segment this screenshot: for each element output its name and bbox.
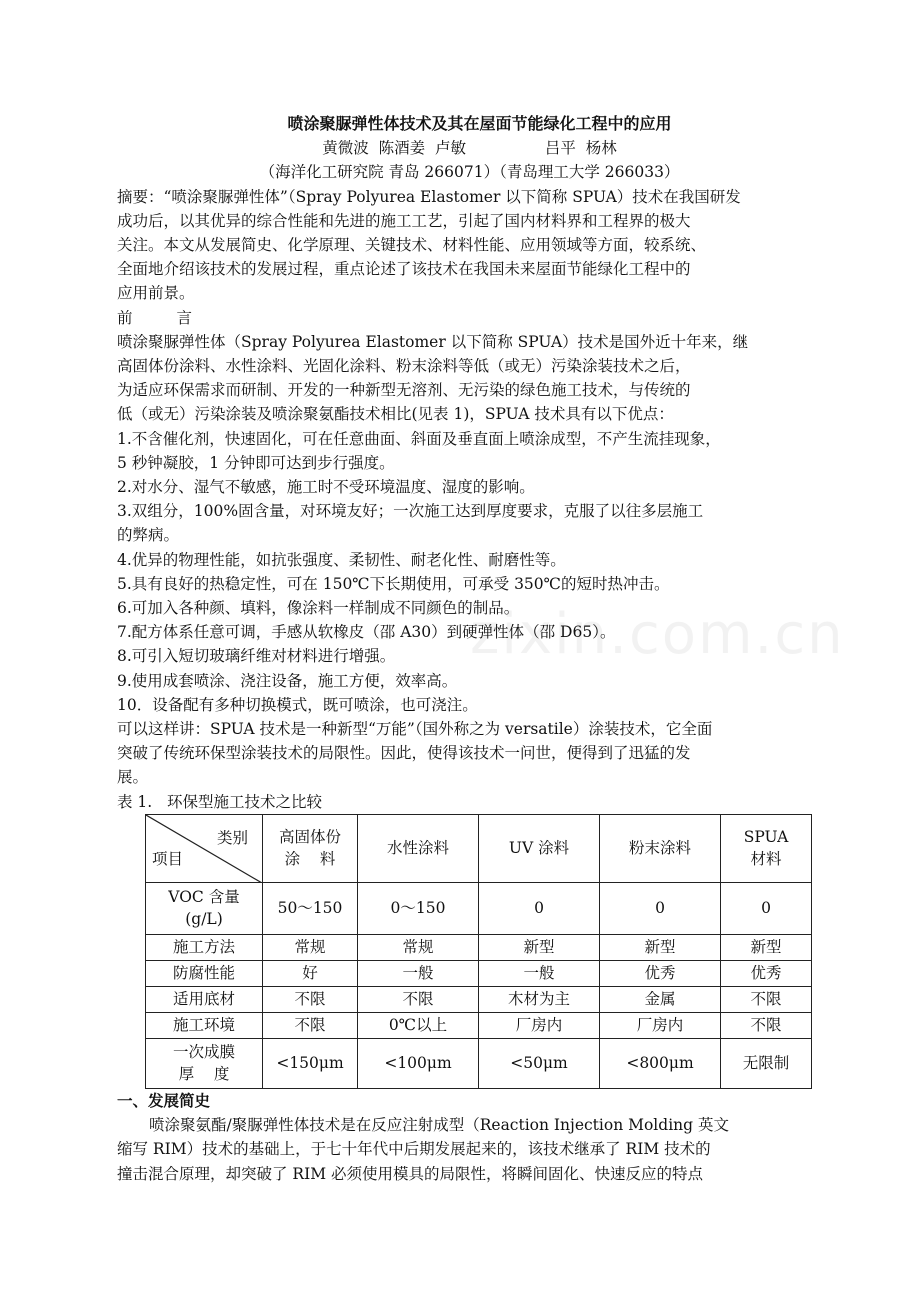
row-label: 一次成膜 厚 度	[146, 1038, 263, 1088]
section-line: 喷涂聚氨酯/聚脲弹性体技术是在反应注射成型（Reaction Injection Molding 英文	[149, 1116, 729, 1135]
abstract-line: 成功后，以其优异的综合性能和先进的施工工艺，引起了国内材料界和工程界的极大	[117, 211, 691, 230]
table-header-row	[146, 814, 812, 882]
advantage-line: 3.双组分，100%固含量，对环境友好；一次施工达到厚度要求，克服了以往多层施工	[117, 502, 704, 521]
abstract-line: 全面地介绍该技术的发展过程，重点论述了该技术在我国未来屋面节能绿化工程中的	[117, 260, 691, 279]
table-row	[146, 882, 812, 934]
table-cell: 无限制	[721, 1038, 812, 1088]
corner-item: 项目	[152, 849, 184, 868]
table-row	[146, 1012, 812, 1038]
table-cell: 0	[479, 882, 600, 934]
advantages-list	[117, 427, 812, 717]
table-header-cell	[479, 814, 600, 882]
abstract-line: 应用前景。	[117, 284, 195, 303]
abstract	[117, 185, 812, 306]
abstract-line: 摘要：“喷涂聚脲弹性体”（Spray Polyurea Elastomer 以下简称 SPUA）技术在我国研发	[117, 187, 741, 206]
row-label: 施工环境	[146, 1012, 263, 1038]
table-row	[146, 960, 812, 986]
summary-line: 展。	[117, 768, 149, 787]
intro-line: 低（或无）污染涂装及喷涂聚氨酯技术相比(见表 1)，SPUA 技术具有以下优点：	[117, 405, 674, 424]
row-label: 施工方法	[146, 934, 263, 960]
table-cell: <100μm	[358, 1038, 479, 1088]
table-cell: 厂房内	[600, 1012, 721, 1038]
preface-char: 前	[117, 308, 133, 327]
table-cell: 常规	[263, 934, 358, 960]
authors: 黄微波 陈酒姜 卢敏 吕平 杨林	[322, 139, 617, 158]
advantage-line: 5 秒钟凝胶，1 分钟即可达到步行强度。	[117, 453, 395, 472]
table-header-cell	[263, 814, 358, 882]
table-header-cell	[600, 814, 721, 882]
row-label: 防腐性能	[146, 960, 263, 986]
summary-line: 可以这样讲：SPUA 技术是一种新型“万能”（国外称之为 versatile）涂装技术，它全面	[117, 720, 713, 739]
table-cell: 一般	[358, 960, 479, 986]
advantage-line: 1.不含催化剂，快速固化，可在任意曲面、斜面及垂直面上喷涂成型，不产生流挂现象，	[117, 429, 721, 448]
document-page	[117, 112, 812, 1186]
advantage-line: 10．设备配有多种切换模式，既可喷涂，也可浇注。	[117, 695, 478, 714]
header-text: 涂 料	[284, 850, 336, 869]
comparison-table	[145, 814, 812, 1089]
abstract-line: 关注。本文从发展简史、化学原理、关键技术、材料性能、应用领域等方面，较系统、	[117, 236, 707, 255]
advantage-line: 6.可加入各种颜、填料，像涂料一样制成不同颜色的制品。	[117, 599, 520, 618]
table-cell: 新型	[479, 934, 600, 960]
table-cell: 厂房内	[479, 1012, 600, 1038]
advantage-line: 4.优异的物理性能，如抗张强度、柔韧性、耐老化性、耐磨性等。	[117, 550, 566, 569]
table-cell: 一般	[479, 960, 600, 986]
header-text: 高固体份	[278, 828, 341, 847]
watermark: zixin.com.cn	[470, 602, 845, 667]
affiliation: （海洋化工研究院 青岛 266071）（青岛理工大学 266033）	[259, 163, 680, 182]
table-caption: 表 1. 环保型施工技术之比较	[117, 792, 322, 811]
intro-line: 喷涂聚脲弹性体（Spray Polyurea Elastomer 以下简称 SPUA）技术是国外近十年来，继	[117, 332, 749, 351]
summary	[117, 717, 812, 790]
table-header-cell	[358, 814, 479, 882]
table-cell: 不限	[721, 1012, 812, 1038]
advantage-line: 5.具有良好的热稳定性，可在 150℃下长期使用，可承受 350℃的短时热冲击。	[117, 574, 670, 593]
table-corner-cell	[146, 814, 263, 882]
header-text: 材料	[750, 850, 782, 869]
table-cell: 不限	[263, 1012, 358, 1038]
table-row	[146, 934, 812, 960]
section-line: 缩写 RIM）技术的基础上，于七十年代中后期发展起来的，该技术继承了 RIM 技术的	[117, 1140, 711, 1159]
header-text: SPUA	[743, 828, 789, 847]
corner-category: 类别	[216, 828, 248, 847]
row-label: VOC 含量 (g/L)	[146, 882, 263, 934]
table-row	[146, 986, 812, 1012]
advantage-line: 2.对水分、湿气不敏感，施工时不受环境温度、湿度的影响。	[117, 478, 535, 497]
row-label: 适用底材	[146, 986, 263, 1012]
table-cell: 木材为主	[479, 986, 600, 1012]
table-cell: 0	[600, 882, 721, 934]
table-cell: 新型	[600, 934, 721, 960]
advantage-line: 的弊病。	[117, 526, 180, 545]
table-cell: 不限	[358, 986, 479, 1012]
table-cell: 50～150	[263, 882, 358, 934]
summary-line: 突破了传统环保型涂装技术的局限性。因此，使得该技术一问世，便得到了迅猛的发	[117, 744, 691, 763]
preface-heading	[117, 306, 812, 330]
section-line: 撞击混合原理，却突破了 RIM 必须使用模具的局限性，将瞬间固化、快速反应的特点	[117, 1164, 704, 1183]
intro-line: 高固体份涂料、水性涂料、光固化涂料、粉末涂料等低（或无）污染涂装技术之后，	[117, 357, 691, 376]
advantage-line: 8.可引入短切玻璃纤维对材料进行增强。	[117, 647, 396, 666]
section-body	[117, 1113, 812, 1186]
table-cell: 金属	[600, 986, 721, 1012]
preface-char: 言	[176, 308, 193, 327]
table-cell: 优秀	[600, 960, 721, 986]
header-text: 粉末涂料	[628, 839, 691, 858]
table-cell: 0～150	[358, 882, 479, 934]
table-cell: 新型	[721, 934, 812, 960]
advantage-line: 9.使用成套喷涂、浇注设备，施工方便，效率高。	[117, 671, 458, 690]
table-cell: 优秀	[721, 960, 812, 986]
introduction	[117, 330, 812, 427]
table-cell: 不限	[263, 986, 358, 1012]
table-cell: 不限	[721, 986, 812, 1012]
intro-line: 为适应环保需求而研制、开发的一种新型无溶剂、无污染的绿色施工技术，与传统的	[117, 381, 691, 400]
header-text: UV 涂料	[508, 839, 570, 858]
advantage-line: 7.配方体系任意可调，手感从软橡皮（邵 A30）到硬弹性体（邵 D65）。	[117, 623, 616, 642]
table-cell: <800μm	[600, 1038, 721, 1088]
table-cell: 0	[721, 882, 812, 934]
table-header-cell	[721, 814, 812, 882]
paper-title: 喷涂聚脲弹性体技术及其在屋面节能绿化工程中的应用	[287, 114, 672, 133]
table-row	[146, 1038, 812, 1088]
table-cell: 常规	[358, 934, 479, 960]
table-cell: <150μm	[263, 1038, 358, 1088]
table-cell: 好	[263, 960, 358, 986]
header-text: 水性涂料	[386, 839, 449, 858]
section-heading: 一、发展简史	[117, 1090, 211, 1110]
table-cell: <50μm	[479, 1038, 600, 1088]
table-cell: 0℃以上	[358, 1012, 479, 1038]
